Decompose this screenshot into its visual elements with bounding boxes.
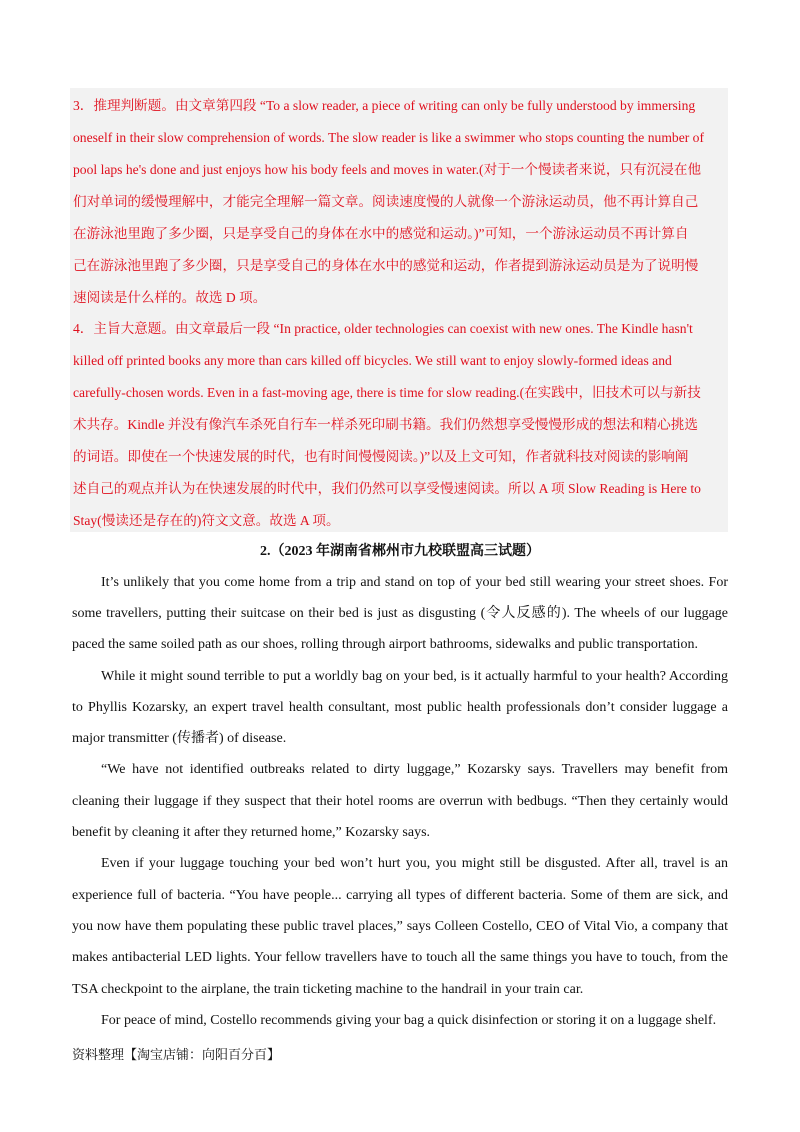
passage-line: For peace of mind, Costello recommends giving your bag a quick disinfection or storing it on a luggage shelf. (101, 1013, 717, 1028)
answer-line: carefully-chosen words. Even in a fast-moving age, there is time for slow reading.(在实践中，旧技术可以与新技 (73, 385, 701, 400)
answer-line: 4．主旨大意题。由文章最后一段 “In practice, older technologies can coexist with new ones. The Kindle hasn't (73, 321, 693, 336)
passage-line: While it might sound terrible to put a worldly bag on your bed, is it actually harmful to your health? According (101, 669, 728, 684)
passage-line: cleaning their luggage if they suspect that their hotel rooms are overrun with bedbugs. “Then they certainly would (72, 794, 728, 809)
answer-line: killed off printed books any more than cars killed off bicycles. We still want to enjoy slowly-formed ideas and (73, 353, 672, 368)
question-title: 2.（2023 年湖南省郴州市九校联盟高三试题） (260, 544, 540, 559)
passage-line: experience full of bacteria. “You have people... carrying all types of different bacteria. Some of them are sick, and (72, 888, 728, 903)
passage-line: TSA checkpoint to the airplane, the train ticketing machine to the handrail in your train car. (72, 982, 584, 997)
passage-line: to Phyllis Kozarsky, an expert travel health consultant, most public health professionals don’t consider luggage a (72, 700, 728, 715)
answer-line: 们对单词的缓慢理解中，才能完全理解一篇文章。阅读速度慢的人就像一个游泳运动员，他不再计算自己 (73, 194, 699, 209)
passage-line: benefit by cleaning it after they returned home,” Kozarsky says. (72, 825, 431, 840)
answer-line: 3．推理判断题。由文章第四段 “To a slow reader, a piece of writing can only be fully understood by immersing (73, 98, 696, 113)
passage-line: paced the same soiled path as our shoes, rolling through airport bathrooms, sidewalks and public transportation. (72, 637, 698, 652)
passage-line: makes antibacterial LED lights. Your fellow travellers have to touch all the same things you have to touch, from the (72, 950, 728, 965)
answer-line: 速阅读是什么样的。故选 D 项。 (73, 290, 267, 305)
answer-line: 的词语。即使在一个快速发展的时代，也有时间慢慢阅读。)”以及上文可知，作者就科技对阅读的影响阐 (73, 449, 689, 464)
answer-line: 在游泳池里跑了多少圈，只是享受自己的身体在水中的感觉和运动。)”可知，一个游泳运动员不再计算自 (73, 226, 689, 241)
answer-line: 己在游泳池里跑了多少圈，只是享受自己的身体在水中的感觉和运动，作者提到游泳运动员是为了说明慢 (73, 258, 699, 273)
answer-line: 术共存。Kindle 并没有像汽车杀死自行车一样杀死印刷书籍。我们仍然想享受慢慢形成的想法和精心挑选 (73, 417, 698, 432)
passage-line: some travellers, putting their suitcase on their bed is just as disgusting (令人反感的). The wheels of our luggage (72, 606, 728, 621)
answer-line: Stay(慢读还是存在的)符文文意。故选 A 项。 (73, 513, 340, 528)
passage-line: It’s unlikely that you come home from a trip and stand on top of your bed still wearing your street shoes. For (101, 575, 728, 590)
passage-line: “We have not identified outbreaks related to dirty luggage,” Kozarsky says. Travellers may benefit from (101, 762, 728, 777)
passage-line: Even if your luggage touching your bed won’t hurt you, you might still be disgusted. After all, travel is an (101, 856, 728, 871)
answer-line: pool laps he's done and just enjoys how his body feels and moves in water.(对于一个慢读者来说，只有沉浸在他 (73, 162, 702, 177)
passage-line: you now have them populating these public travel places,” says Colleen Costello, CEO of Vital Vio, a company that (72, 919, 728, 934)
answer-line: oneself in their slow comprehension of words. The slow reader is like a swimmer who stops counting the number of (73, 130, 704, 145)
passage-line: major transmitter (传播者) of disease. (72, 731, 287, 746)
footer-source-note: 资料整理【淘宝店铺：向阳百分百】 (72, 1048, 281, 1063)
answer-line: 述自己的观点并认为在快速发展的时代中，我们仍然可以享受慢速阅读。所以 A 项 Slow Reading is Here to (73, 481, 701, 496)
